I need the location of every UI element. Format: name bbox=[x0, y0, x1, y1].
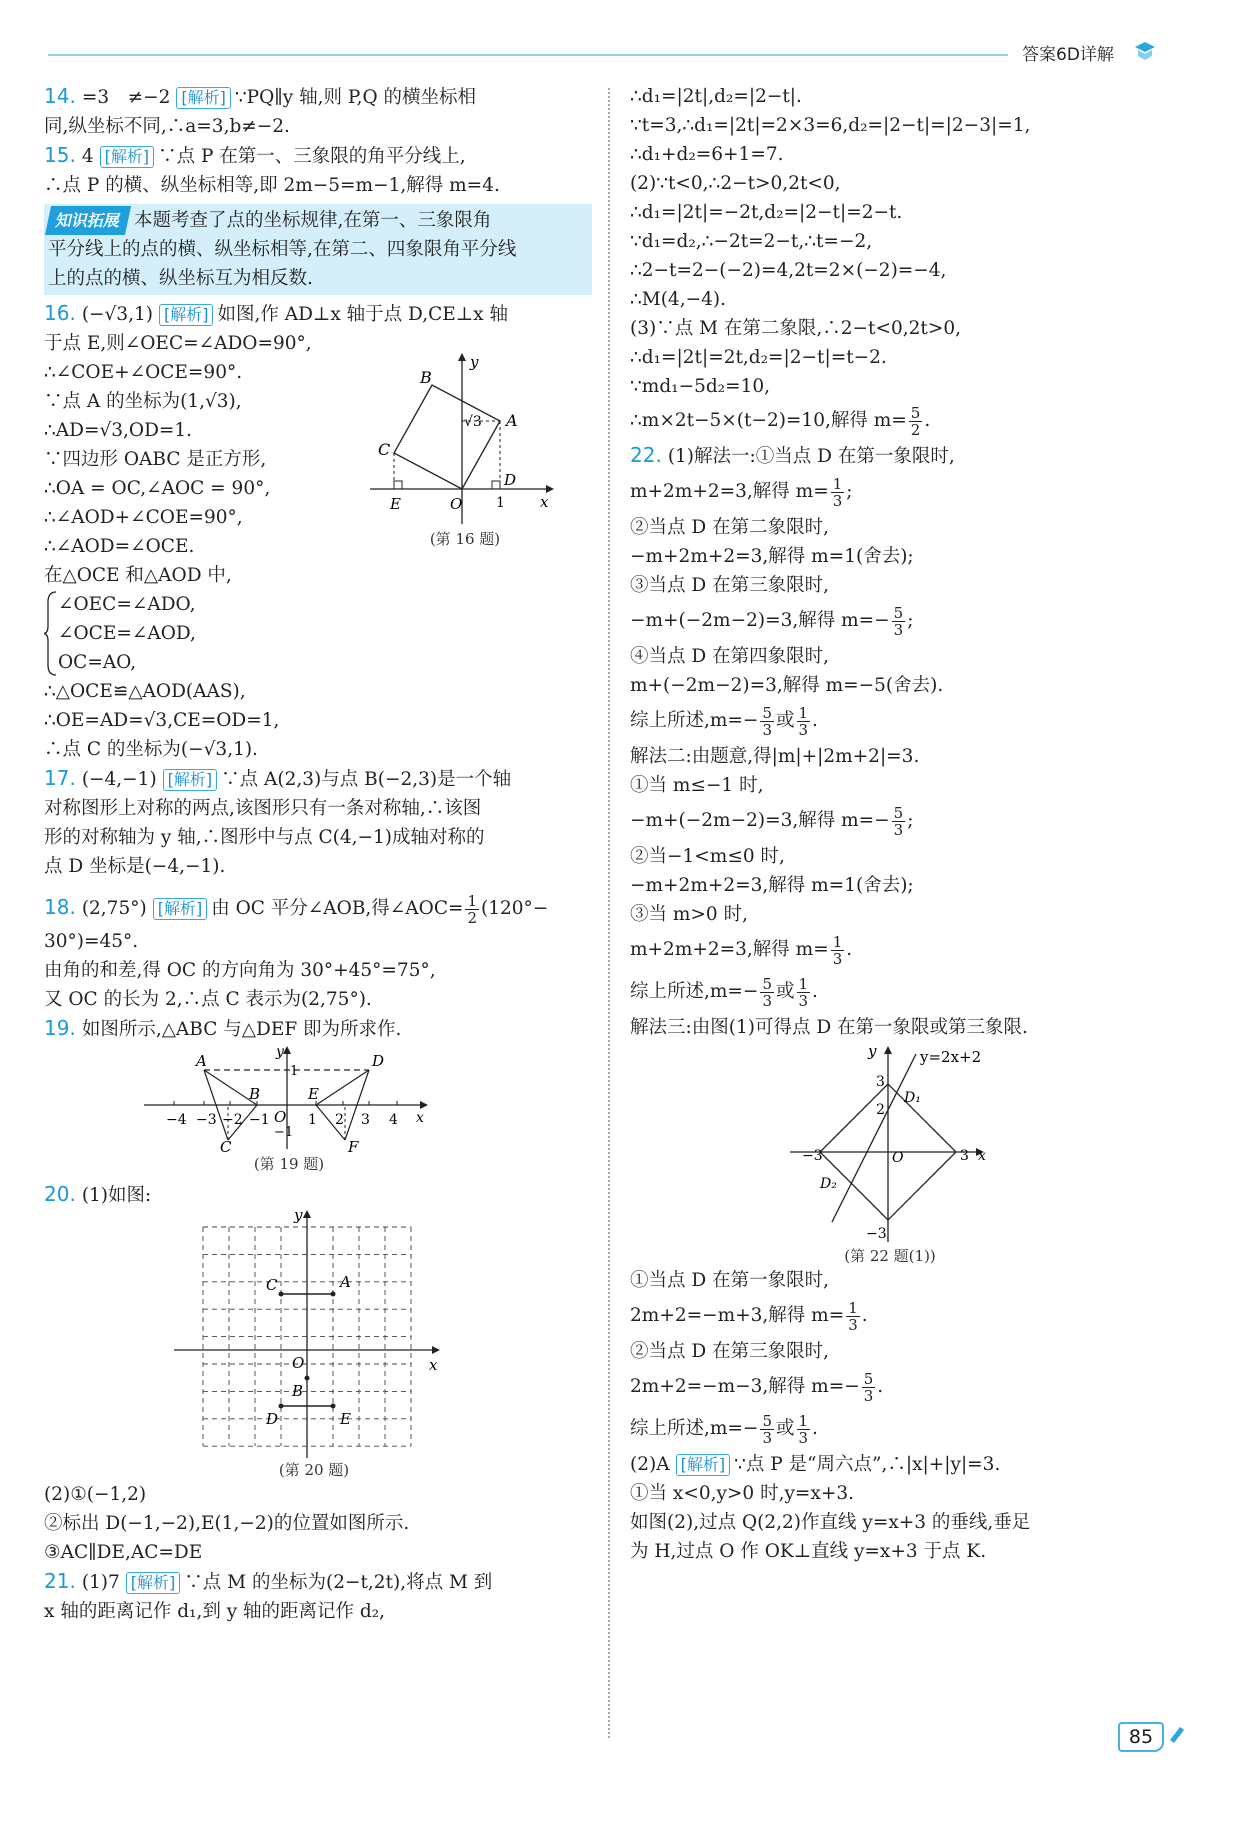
q21-line: ∴M(4,−4). bbox=[630, 289, 726, 310]
q19-caption: (第 19 题) bbox=[253, 1155, 325, 1173]
q22-line: 如图(2),过点 Q(2,2)作直线 y=x+3 的垂线,垂足 bbox=[630, 1512, 1031, 1533]
svg-text:D₁: D₁ bbox=[904, 1090, 921, 1106]
q22-summary: 综上所述,m=− $\frac{5}{3}$ 或 $\frac{1}{3}$ . bbox=[630, 703, 818, 739]
svg-text:O: O bbox=[292, 1354, 305, 1372]
q16-line: ∴点 C 的坐标为(−√3,1). bbox=[44, 739, 258, 760]
x-tick-label: 1 bbox=[308, 1112, 317, 1128]
pencil-icon bbox=[1166, 1724, 1186, 1744]
q22-line: ①当 x<0,y>0 时,y=x+3. bbox=[630, 1483, 854, 1504]
q20-caption: (第 20 题) bbox=[278, 1461, 350, 1479]
svg-text:B: B bbox=[292, 1382, 304, 1400]
knowledge-extension-box: 知识拓展 本题考查了点的坐标规律,在第一、三象限角 平分线上的点的横、纵坐标相等,在第二、四象限角平分线 上的点的横、纵坐标互为相反数. bbox=[44, 204, 592, 295]
header-rule bbox=[48, 54, 1008, 56]
q22-line: −m+(−2m−2)=3,解得 m=− $\frac{5}{3}$ ; bbox=[630, 603, 914, 639]
q22-line1: 22. (1)解法一:①当点 D 在第一象限时, bbox=[630, 443, 955, 467]
q22-line: ④当点 D 在第四象限时, bbox=[630, 646, 829, 667]
q21-line2: x 轴的距离记作 d₁,到 y 轴的距离记作 d₂, bbox=[44, 1601, 386, 1622]
svg-text:1: 1 bbox=[290, 1064, 299, 1079]
svg-text:x: x bbox=[416, 1110, 424, 1126]
x-tick-label: 2 bbox=[335, 1112, 344, 1128]
q21-line: (2)∵t<0,∴2−t>0,2t<0, bbox=[630, 173, 841, 194]
q16-caption: (第 16 题) bbox=[429, 530, 501, 548]
knowledge-extension-tag: 知识拓展 bbox=[45, 206, 131, 235]
q22-caption: (第 22 题(1)) bbox=[844, 1247, 936, 1265]
q21-line: ∴2−t=2−(−2)=4,2t=2×(−2)=−4, bbox=[630, 260, 947, 281]
svg-text:E: E bbox=[308, 1085, 319, 1103]
svg-text:y: y bbox=[276, 1044, 284, 1060]
q22-line: ②当点 D 在第二象限时, bbox=[630, 517, 829, 538]
svg-text:A: A bbox=[340, 1273, 351, 1291]
svg-text:O: O bbox=[450, 495, 463, 513]
q22-line: ①当 m≤−1 时, bbox=[630, 775, 764, 796]
q17-line: 形的对称轴为 y 轴,∴图形中与点 C(4,−1)成轴对称的 bbox=[44, 827, 485, 848]
analysis-tag: [解析] bbox=[163, 769, 218, 791]
q22-line: m+2m+2=3,解得 m= $\frac{1}{3}$ . bbox=[630, 932, 853, 968]
svg-text:2: 2 bbox=[876, 1102, 885, 1118]
svg-text:C: C bbox=[378, 440, 391, 459]
q22-summary: 综上所述,m=− $\frac{5}{3}$ 或 $\frac{1}{3}$ . bbox=[630, 1411, 818, 1447]
right-column bbox=[630, 82, 1190, 1566]
q20-line: ③AC∥DE,AC=DE bbox=[44, 1542, 203, 1563]
q22-line: m+(−2m−2)=3,解得 m=−5(舍去). bbox=[630, 675, 944, 696]
q20-line: ②标出 D(−1,−2),E(1,−2)的位置如图所示. bbox=[44, 1513, 410, 1534]
svg-text:y: y bbox=[868, 1042, 877, 1060]
q18-line: 由角的和差,得 OC 的方向角为 30°+45°=75°, bbox=[44, 960, 436, 981]
svg-text:B: B bbox=[420, 368, 432, 387]
q18-line1: 18. (2,75°) [解析] 由 OC 平分∠AOB,得∠AOC= $\frac{1}{2}$ (120°− bbox=[44, 891, 549, 927]
q16-line: ∴∠AOD=∠OCE. bbox=[44, 536, 195, 557]
q16-line: 在△OCE 和△AOD 中, bbox=[44, 565, 232, 586]
svg-text:y: y bbox=[294, 1210, 303, 1224]
q19-figure bbox=[144, 1044, 434, 1174]
svg-text:C: C bbox=[220, 1138, 232, 1154]
svg-text:x: x bbox=[540, 493, 549, 511]
svg-text:O: O bbox=[274, 1108, 287, 1126]
x-tick-label: −1 bbox=[249, 1112, 270, 1128]
q16-y-label: y bbox=[470, 353, 479, 371]
q16-line: ∵点 A 的坐标为(1,√3), bbox=[44, 391, 242, 412]
analysis-tag: [解析] bbox=[159, 304, 214, 326]
analysis-tag: [解析] bbox=[153, 898, 208, 920]
q16-system bbox=[44, 590, 592, 677]
q16-conclusion bbox=[44, 677, 592, 764]
q22-line: 解法二:由题意,得|m|+|2m+2|=3. bbox=[630, 746, 920, 767]
svg-text:1: 1 bbox=[496, 495, 505, 511]
book-icon bbox=[1132, 38, 1158, 64]
q15-line2: ∴点 P 的横、纵坐标相等,即 2m−5=m−1,解得 m=4. bbox=[44, 175, 500, 196]
q16-line: ∴AD=√3,OD=1. bbox=[44, 420, 193, 441]
q22-line: −m+(−2m−2)=3,解得 m=− $\frac{5}{3}$ ; bbox=[630, 803, 914, 839]
svg-text:D: D bbox=[266, 1410, 279, 1428]
q14-line2: 同,纵坐标不同,∴a=3,b≠−2. bbox=[44, 116, 290, 137]
svg-text:3: 3 bbox=[960, 1148, 969, 1164]
svg-text:A: A bbox=[196, 1052, 207, 1070]
q16-line: ∴△OCE≌△AOD(AAS), bbox=[44, 681, 246, 702]
q22-line: ①当点 D 在第一象限时, bbox=[630, 1270, 829, 1291]
q21-line: ∴d₁=|2t|=−2t,d₂=|2−t|=2−t. bbox=[630, 202, 903, 223]
q16-line: ∴∠AOD+∠COE=90°, bbox=[44, 507, 243, 528]
q22-line: ②当−1<m≤0 时, bbox=[630, 846, 785, 867]
q16-line: ∵四边形 OABC 是正方形, bbox=[44, 449, 267, 470]
q18-line: 又 OC 的长为 2,∴点 C 表示为(2,75°). bbox=[44, 989, 372, 1010]
svg-text:√3: √3 bbox=[464, 414, 482, 430]
svg-text:−3: −3 bbox=[866, 1226, 887, 1242]
svg-text:C: C bbox=[266, 1276, 278, 1294]
q22-line: −m+2m+2=3,解得 m=1(舍去); bbox=[630, 875, 914, 896]
q22-line: 2m+2=−m−3,解得 m=− $\frac{5}{3}$ . bbox=[630, 1369, 884, 1405]
q22-line: ③当点 D 在第三象限时, bbox=[630, 575, 829, 596]
q16-line: ∴∠COE+∠OCE=90°. bbox=[44, 362, 243, 383]
x-tick-label: −3 bbox=[196, 1112, 217, 1128]
q21-line: ∵md₁−5d₂=10, bbox=[630, 376, 771, 397]
svg-text:D: D bbox=[504, 471, 517, 489]
svg-text:3: 3 bbox=[876, 1074, 885, 1090]
x-tick-label: −4 bbox=[166, 1112, 187, 1128]
q16-figure bbox=[370, 349, 560, 549]
q17-line: 点 D 坐标是(−4,−1). bbox=[44, 856, 226, 877]
svg-text:A: A bbox=[506, 411, 518, 430]
analysis-tag: [解析] bbox=[100, 146, 155, 168]
svg-text:x: x bbox=[978, 1148, 986, 1164]
svg-text:F: F bbox=[348, 1138, 359, 1154]
svg-text:−3: −3 bbox=[802, 1148, 823, 1164]
x-tick-label: 4 bbox=[389, 1112, 398, 1128]
q22-line: ②当点 D 在第三象限时, bbox=[630, 1341, 829, 1362]
q19-line1: 19. 如图所示,△ABC 与△DEF 即为所求作. bbox=[44, 1016, 402, 1040]
q22-line: −m+2m+2=3,解得 m=1(舍去); bbox=[630, 546, 914, 567]
x-tick-label: 3 bbox=[361, 1112, 370, 1128]
q21-line: ∴d₁=|2t|=2t,d₂=|2−t|=t−2. bbox=[630, 347, 887, 368]
svg-text:D: D bbox=[372, 1052, 385, 1070]
svg-text:−1: −1 bbox=[274, 1125, 294, 1140]
q21-line1: 21. (1)7 [解析] ∵点 M 的坐标为(2−t,2t),将点 M 到 bbox=[44, 1569, 493, 1593]
svg-text:O: O bbox=[892, 1150, 904, 1166]
q22-summary: 综上所述,m=− $\frac{5}{3}$ 或 $\frac{1}{3}$ . bbox=[630, 974, 818, 1010]
q20-line: (2)①(−1,2) bbox=[44, 1484, 147, 1505]
q21-line: ∵t=3,∴d₁=|2t|=2×3=6,d₂=|2−t|=|2−3|=1, bbox=[630, 115, 1031, 136]
svg-text:E: E bbox=[340, 1410, 351, 1428]
q20-figure bbox=[174, 1210, 454, 1480]
svg-text:E: E bbox=[390, 495, 401, 513]
analysis-tag: [解析] bbox=[176, 87, 231, 109]
q22-line: 2m+2=−m+3,解得 m= $\frac{1}{3}$ . bbox=[630, 1298, 868, 1334]
q21-line: ∵d₁=d₂,∴−2t=2−t,∴t=−2, bbox=[630, 231, 873, 252]
q20-line1: 20. (1)如图: bbox=[44, 1182, 152, 1206]
svg-text:D₂: D₂ bbox=[820, 1176, 837, 1192]
left-column bbox=[44, 82, 592, 1626]
q22-line: ③当 m>0 时, bbox=[630, 904, 748, 925]
line-equation-label: y=2x+2 bbox=[920, 1048, 982, 1066]
q15-line1: 15. 4 [解析] ∵点 P 在第一、三象限的角平分线上, bbox=[44, 143, 466, 167]
q16-system-line: ∠OCE=∠AOD, bbox=[58, 623, 196, 644]
q22-line: m+2m+2=3,解得 m= $\frac{1}{3}$ ; bbox=[630, 474, 853, 510]
analysis-tag: [解析] bbox=[676, 1454, 731, 1476]
q22-part2: (2)A [解析] ∵点 P 是“周六点”,∴|x|+|y|=3. bbox=[630, 1454, 1001, 1475]
q21-line: ∴d₁+d₂=6+1=7. bbox=[630, 144, 784, 165]
x-tick-label: −2 bbox=[222, 1112, 243, 1128]
q21-line: (3)∵点 M 在第二象限,∴2−t<0,2t>0, bbox=[630, 318, 962, 339]
q17-line1: 17. (−4,−1) [解析] ∵点 A(2,3)与点 B(−2,3)是一个轴 bbox=[44, 766, 512, 790]
header-title: 答案6D详解 bbox=[1022, 45, 1114, 65]
q18-line: 30°)=45°. bbox=[44, 931, 139, 952]
svg-text:x: x bbox=[429, 1356, 438, 1374]
column-divider bbox=[608, 88, 610, 1738]
q16-block bbox=[44, 329, 592, 590]
q16-line: ∴OE=AD=√3,CE=OD=1, bbox=[44, 710, 280, 731]
q16-system-line: OC=AO, bbox=[58, 652, 137, 673]
q21-line: ∴d₁=|2t|,d₂=|2−t|. bbox=[630, 86, 802, 107]
q16-system-line: ∠OEC=∠ADO, bbox=[58, 594, 196, 615]
q21-solve: ∴m×2t−5×(t−2)=10,解得 m= $\frac{5}{2}$ . bbox=[630, 403, 931, 439]
q16-line: ∴OA = OC,∠AOC = 90°, bbox=[44, 478, 271, 499]
svg-text:B: B bbox=[249, 1085, 261, 1103]
q14-line1: 14. =3 ≠−2 [解析] ∵PQ∥y 轴,则 P,Q 的横坐标相 bbox=[44, 84, 477, 108]
analysis-tag: [解析] bbox=[126, 1572, 181, 1594]
q22-figure bbox=[780, 1042, 1000, 1266]
q22-line: 解法三:由图(1)可得点 D 在第一象限或第三象限. bbox=[630, 1017, 1028, 1038]
q16-line: 于点 E,则∠OEC=∠ADO=90°, bbox=[44, 333, 312, 354]
q22-line: 为 H,过点 O 作 OK⊥直线 y=x+3 于点 K. bbox=[630, 1541, 987, 1562]
q16-line1: 16. (−√3,1) [解析] 如图,作 AD⊥x 轴于点 D,CE⊥x 轴 bbox=[44, 301, 508, 325]
q17-line: 对称图形上对称的两点,该图形只有一条对称轴,∴该图 bbox=[44, 798, 482, 819]
page-number: 85 bbox=[1118, 1722, 1164, 1752]
